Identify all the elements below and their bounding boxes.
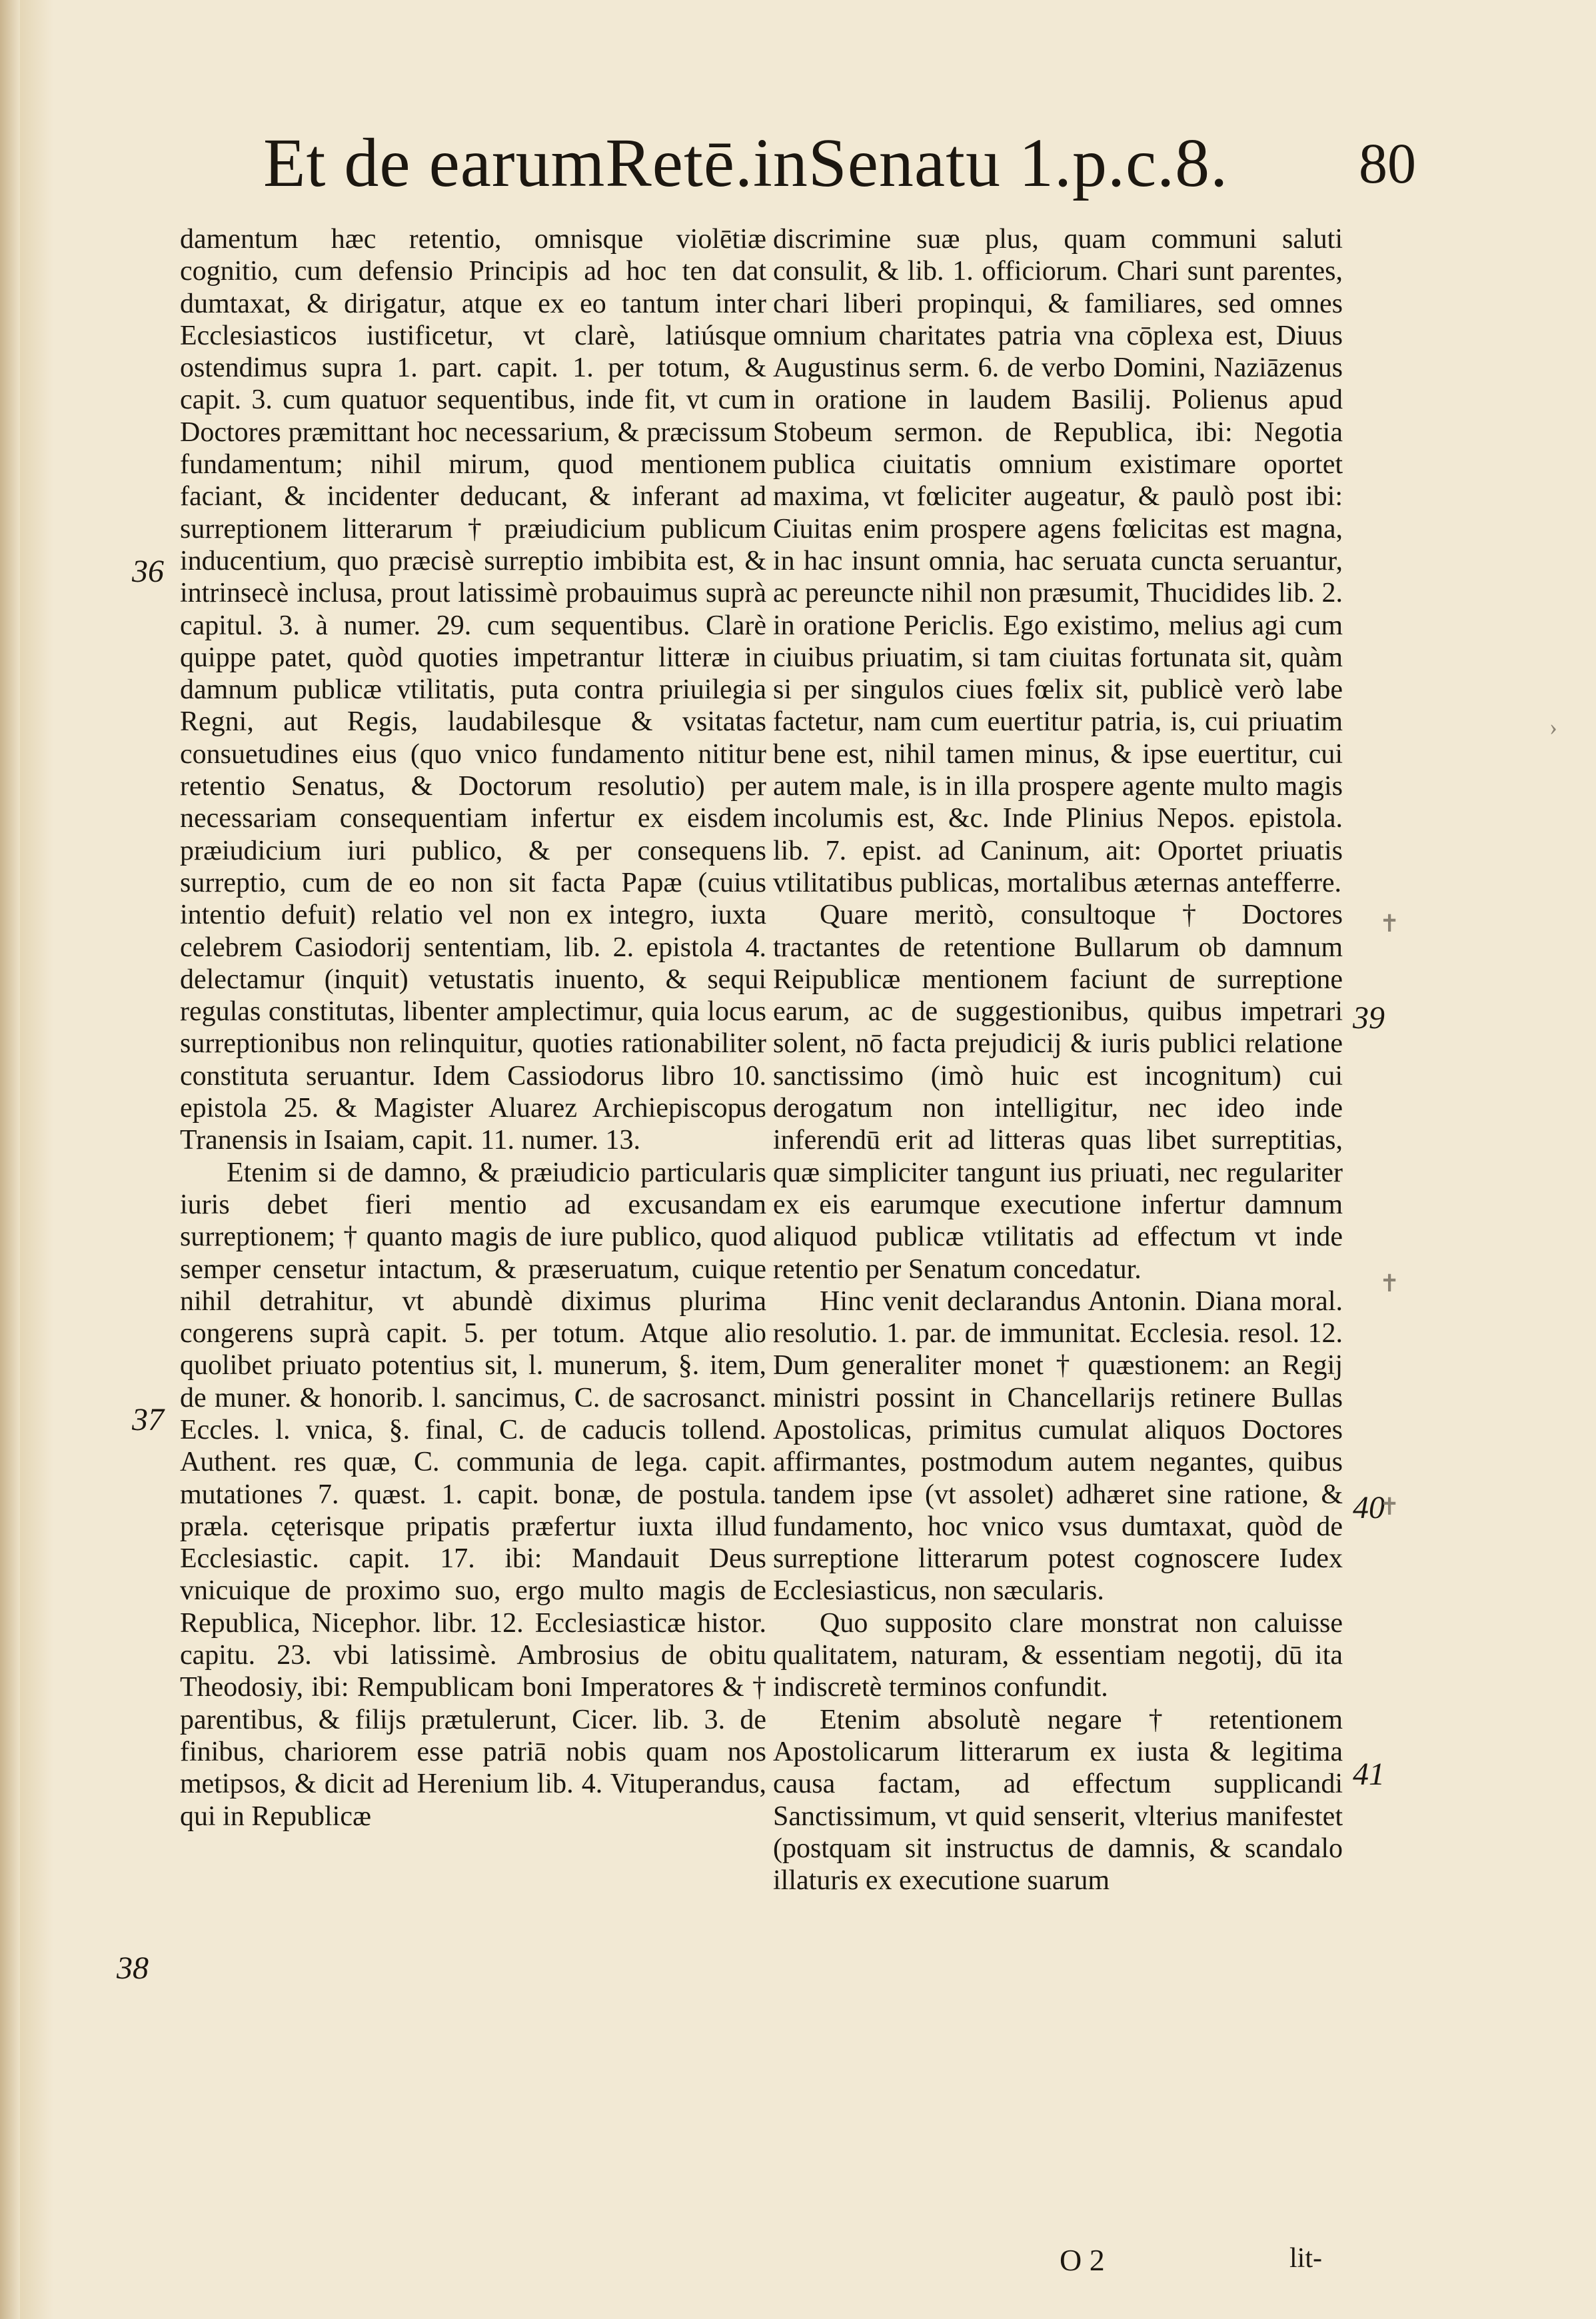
margin-number: 40 xyxy=(1353,1490,1385,1525)
cross-icon: ✝ xyxy=(1379,1493,1400,1520)
margin-number: 41 xyxy=(1353,1757,1385,1792)
left-column xyxy=(180,223,766,1833)
chevron-right-icon: › xyxy=(1549,714,1557,740)
paragraph: Etenim absolutè negare † retentionem Apostolicarum litterarum ex iusta & legitima causa factam, ad effectum supplicandi Sanctissimum, vt quid senserit, vlterius manifestet (postquam sit instructus de damnis, & scandalo illaturis ex executione suarum xyxy=(773,1704,1343,1897)
running-header xyxy=(263,113,1416,213)
paragraph: Etenim si de damno, & præiudicio particularis iuris debet fieri mentio ad excusandam surreptionem; † quanto magis de iure publico, quod semper censetur intactum, & præseruatum, cuique nihil detrahitur, vt abundè diximus plurima congerens suprà capit. 5. per totum. Atque alio quolibet priuato potentius sit, l. munerum, §. item, de muner. & honorib. l. sancimus, C. de sacrosanct. Eccles. l. vnica, §. final, C. de caducis tollend. Authent. res quæ, C. communia de lega. capit. mutationes 7. quæst. 1. capit. bonæ, de postula. præla. cęterisque pripatis præfertur iuxta illud Ecclesiastic. capit. 17. ibi: Mandauit Deus vnicuique de proximo suo, ergo multo magis de Republica, Nicephor. libr. 12. Ecclesiasticæ histor. capitu. 23. vbi latissimè. Ambrosius de obitu Theodosiy, ibi: Rempublicam boni Imperatores & † parentibus, & filijs prætulerunt, Cicer. lib. 3. de finibus, chariorem esse patriā nobis quam nos metipsos, & dicit ad Herenium lib. 4. Vituperandus, qui in Republicæ xyxy=(180,1157,766,1832)
catchword: lit- xyxy=(1289,2243,1322,2274)
margin-number: 39 xyxy=(1353,1000,1385,1036)
margin-number: 37 xyxy=(132,1402,164,1437)
page-number: 80 xyxy=(1359,131,1416,195)
page-edge xyxy=(0,0,20,2319)
paragraph: damentum hæc retentio, omnisque violētiæ cognitio, cum defensio Principis ad hoc ten dat dumtaxat, & dirigatur, atque ex eo tantum inter Ecclesiasticos iustificetur, vt clarè, latiúsque ostendimus supra 1. part. capit. 1. per totum, & capit. 3. cum quatuor sequentibus, inde fit, vt cum Doctores præmittant hoc necessarium, & præcissum fundamentum; nihil mirum, quod mentionem faciant, & incidenter deducant, & inferant ad surreptionem litterarum † præiudicium publicum inducentium, quo præcisè surreptio imbibita est, & intrinsecè inclusa, prout latissimè probauimus suprà capitul. 3. à numer. 29. cum sequentibus. Clarè quippe patet, quòd quoties impetrantur litteræ in damnum publicæ vtilitatis, puta contra priuilegia Regni, aut Regis, laudabilesque & vsitatas consuetudines eius (quo vnico fundamento nititur retentio Senatus, & Doctorum resolutio) per necessariam consequentiam infertur ex eisdem præiudicium iuri publico, & per consequens surreptio, cum de eo non sit facta Papæ (cuius intentio defuit) relatio vel non ex integro, iuxta celebrem Casiodorij sententiam, lib. 2. epistola 4. delectamur (inquit) vetustatis inuento, & sequi regulas constitutas, libenter amplectimur, quia locus surreptionibus non relinquitur, quoties rationabiliter constituta seruantur. Idem Cassiodorus libro 10. epistola 25. & Magister Aluarez Archiepiscopus Tranensis in Isaiam, capit. 11. numer. 13. xyxy=(180,224,766,1156)
margin-number: 36 xyxy=(132,554,164,589)
margin-number: 38 xyxy=(117,1950,149,1986)
paragraph: discrimine suæ plus, quam communi saluti consulit, & lib. 1. officiorum. Chari sunt parentes, chari liberi propinqui, & familiares, sed omnes omnium charitates patria vna cōplexa est, Diuus Augustinus serm. 6. de verbo Domini, Naziāzenus in oratione in laudem Basilij. Polienus apud Stobeum sermon. de Republica, ibi: Negotia publica ciuitatis omnium existimare oportet maxima, vt fœliciter augeatur, & paulò post ibi: Ciuitas enim prospere agens fœlicitas est magna, in hac insunt omnia, hac seruata cuncta seruantur, ac pereuncte nihil non præsumit, Thucidides lib. 2. in oratione Periclis. Ego existimo, melius agi cum ciuibus priuatim, si tam ciuitas fortunata sit, quàm si per singulos ciues fœlix sit, publicè verò labe factetur, nam cum euertitur patria, is, cui priuatim bene est, nihil tamen minus, & ipse euertitur, cui autem male, is in illa prospere agente multo magis incolumis est, &c. Inde Plinius Nepos. epistola. lib. 7. epist. ad Caninum, ait: Oportet priuatis vtilitatibus publicas, mortalibus æternas antefferre. xyxy=(773,224,1343,898)
cross-icon: ✝ xyxy=(1379,910,1400,937)
paragraph: Quare meritò, consultoque † Doctores tractantes de retentione Bullarum ob damnum Reipublicæ mentionem faciunt de surreptione earum, ac de suggestionibus, quibus impetrari solent, nō facta prejudicij & iuris publici relatione sanctissimo (imò huic est incognitum) cui derogatum non intelligitur, nec ideo inde inferendū erit ad litteras quas libet surreptitias, quæ simpliciter tangunt ius priuati, nec regulariter ex eis earumque executione infertur damnum aliquod publicæ vtilitatis ad effectum vt inde retentio per Senatum concedatur. xyxy=(773,900,1343,1285)
running-title: Et de earumRetē.inSenatu 1.p.c.8. xyxy=(263,125,1229,201)
cross-icon: ✝ xyxy=(1379,1270,1400,1297)
paragraph: Hinc venit declarandus Antonin. Diana moral. resolutio. 1. par. de immunitat. Ecclesia. resol. 12. Dum generaliter monet † quæstionem: an Regij ministri possint in Chancellarijs retinere Bullas Apostolicas, primitus cumulat aliquos Doctores affirmantes, postmodum autem negantes, quibus tandem ipse (vt assolet) adhæret sine ratione, & fundamento, hoc vnico vsus dumtaxat, quòd de surreptione litterarum potest cognoscere Iudex Ecclesiasticus, non sæcularis. xyxy=(773,1285,1343,1607)
paragraph: Quo supposito clare monstrat non caluisse qualitatem, naturam, & essentiam negotij, dū ita indiscretè terminos confundit. xyxy=(773,1607,1343,1703)
right-column xyxy=(773,223,1343,1897)
page-spine xyxy=(20,0,53,2319)
signature-mark: O 2 xyxy=(1060,2243,1105,2277)
